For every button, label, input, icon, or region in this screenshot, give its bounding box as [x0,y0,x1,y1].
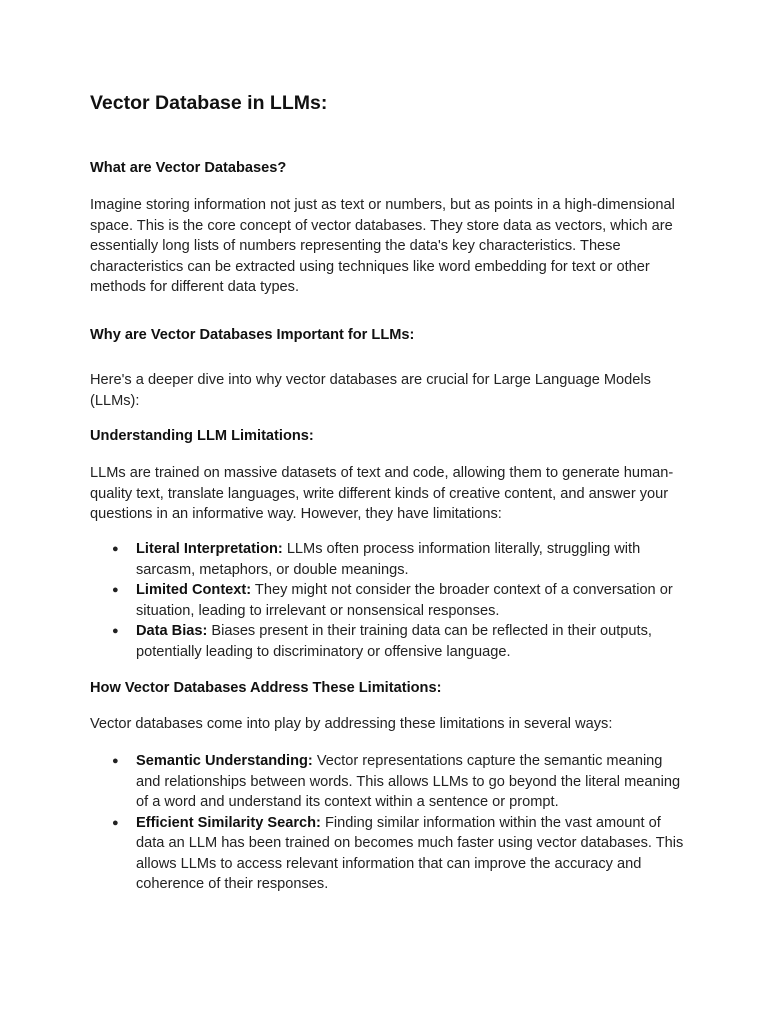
list-item [90,813,686,895]
bullet-icon: ● [112,584,119,596]
solutions-list [90,751,686,895]
list-item-text: They might not consider the broader context of a conversation or situation, leading to irrelevant or nonsensical responses. [136,582,673,619]
document-title: Vector Database in LLMs: [90,92,328,114]
list-item-term: Limited Context: [136,582,252,598]
paragraph-why-important: Here's a deeper dive into why vector databases are crucial for Large Language Models (LLMs): [90,372,651,409]
paragraph-how-address: Vector databases come into play by addressing these limitations in several ways: [90,716,613,732]
list-item-text: LLMs often process information literally, struggling with sarcasm, metaphors, or double meanings. [136,541,641,578]
heading-how-address: How Vector Databases Address These Limitations: [90,680,442,696]
bullet-icon: ● [112,816,119,829]
list-item-term: Literal Interpretation: [136,541,283,557]
list-item [90,580,686,621]
paragraph-what-are-vector-databases: Imagine storing information not just as text or numbers, but as points in a high-dimensional space. This is the core concept of vector databases. They store data as vectors, which are essentially long lists of numbers representing the data's key characteristics. These characteristics can be extracted using techniques like word embedding for text or other methods for different data types. [90,197,675,295]
bullet-icon: ● [112,755,119,767]
heading-what-are-vector-databases: What are Vector Databases? [90,160,287,176]
paragraph-llm-limitations: LLMs are trained on massive datasets of text and code, allowing them to generate human-quality text, translate languages, write different kinds of creative content, and answer your questions in an informative way. However, they have limitations: [90,465,674,522]
list-item-term: Semantic Understanding: [136,753,313,769]
list-item [90,539,686,580]
limitations-list [90,539,686,662]
list-item-term: Efficient Similarity Search: [136,814,321,831]
list-item [90,621,686,662]
list-item-text: Biases present in their training data can be reflected in their outputs, potentially leading to discriminatory or offensive language. [136,623,652,660]
list-item-text: Vector representations capture the semantic meaning and relationships between words. This allows LLMs to go beyond the literal meaning of a word and understand its context within a sentence or prompt. [136,753,681,810]
list-item [90,751,686,813]
bullet-icon: ● [112,625,119,637]
list-item-text: Finding similar information within the vast amount of data an LLM has been trained on becomes much faster using vector databases. This allows LLMs to access relevant information that can improve the accuracy and coherence of their responses. [136,814,684,892]
bullet-icon: ● [112,543,119,555]
list-item-term: Data Bias: [136,623,208,639]
heading-llm-limitations: Understanding LLM Limitations: [90,428,314,444]
heading-why-important: Why are Vector Databases Important for LLMs: [90,327,415,343]
